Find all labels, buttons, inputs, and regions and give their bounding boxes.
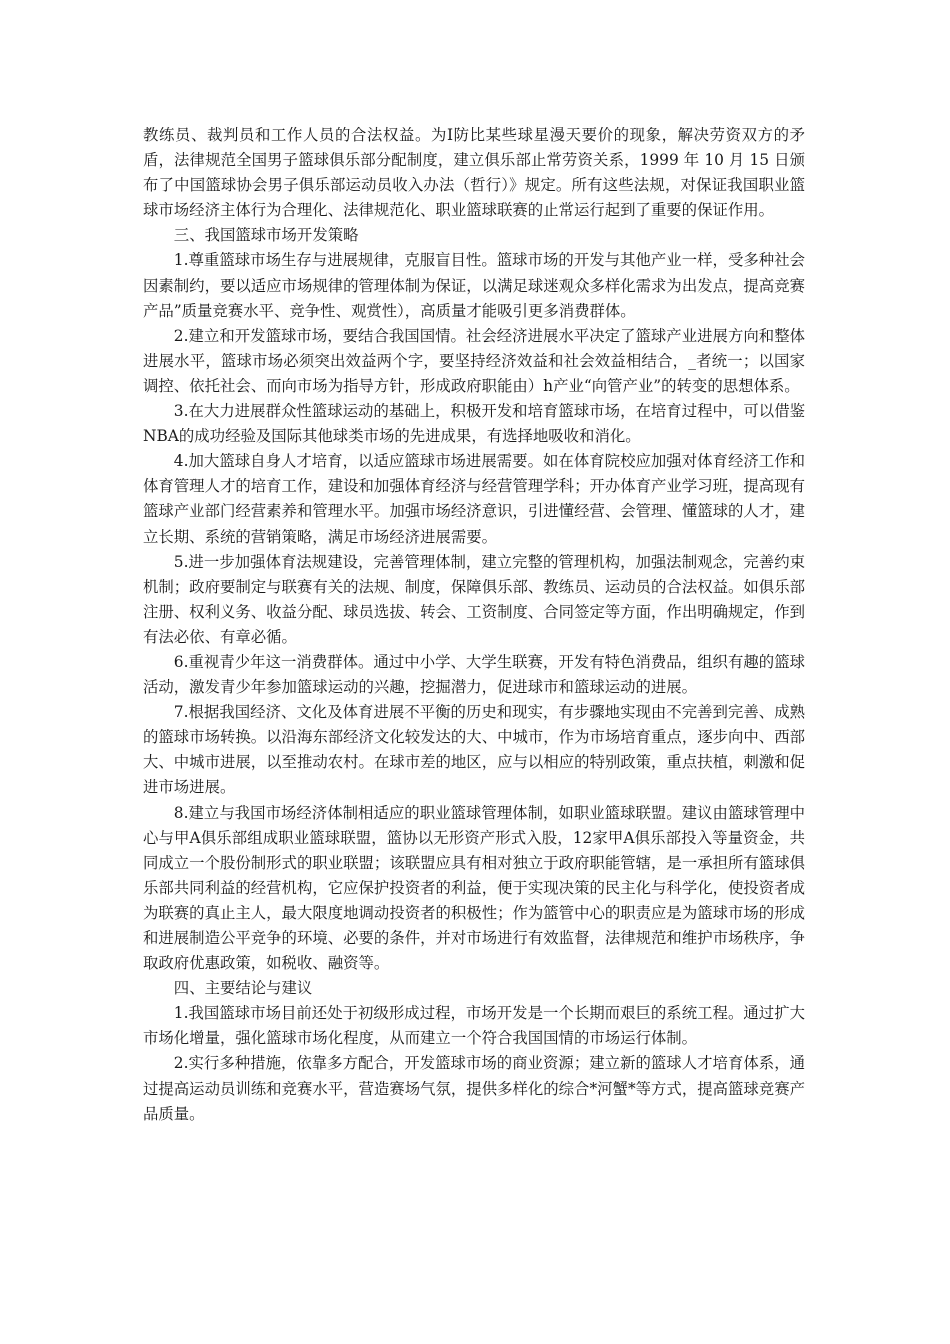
paragraph-strategy-7: 7.根据我国经济、文化及体育进展不平衡的历史和现实，有步骤地实现由不完善到完善、成熟的篮球市场转换。以沿海东部经济文化较发达的大、中城市，作为市场培育重点，逐步向中、西部大、中城市进展，以至推动农村。在球市差的地区，应与以相应的特别政策，重点扶植，刺激和促进市场进展。 <box>143 703 805 797</box>
section-heading-3: 三、我国篮球市场开发策略 <box>173 226 359 245</box>
paragraph-strategy-5: 5.进一步加强体育法规建设，完善管理体制，建立完整的管理机构，加强法制观念，完善约束机制；政府要制定与联赛有关的法规、制度，保障俱乐部、教练员、运动员的合法权益。如俱乐部注册、权利义务、收益分配、球员选拔、转会、工资制度、合同签定等方面，作出明确规定，作到有法必依、有章必循。 <box>143 552 805 646</box>
paragraph-conclusion-1: 1.我国篮球市场目前还处于初级形成过程，市场开发是一个长期而艰巨的系统工程。通过扩大市场化增量，强化篮球市场化程度，从而建立一个符合我国国情的市场运行体制。 <box>143 1004 805 1048</box>
paragraph-strategy-3: 3.在大力进展群众性篮球运动的基础上，积极开发和培育篮球市场，在培育过程中，可以借鉴NBA的成功经验及国际其他球类市场的先进成果，有选择地吸收和消化。 <box>143 402 805 446</box>
document-page <box>143 123 805 1127</box>
paragraph-strategy-2: 2.建立和开发篮球市场，要结合我国国情。社会经济进展水平决定了篮球产业进展方向和整体进展水平，篮球市场必须突出效益两个字，要坚持经济效益和社会效益相结合，_者统一；以国家调控、依托社会、而向市场为指导方针，形成政府职能由）h产业“向管产业”的转变的思想体系。 <box>143 326 805 395</box>
paragraph-conclusion-2: 2.实行多种措施，依靠多方配合，开发篮球市场的商业资源；建立新的篮球人才培育体系，通过提高运动员训练和竞赛水平，营造赛场气氛，提供多样化的综合*河蟹*等方式，提高篮球竞赛产品质量。 <box>143 1054 805 1123</box>
section-heading-4: 四、主要结论与建议 <box>173 979 313 998</box>
paragraph-strategy-6: 6.重视青少年这一消费群体。通过中小学、大学生联赛，开发有特色消费品，组织有趣的篮球活动，激发青少年参加篮球运动的兴趣，挖掘潜力，促进球市和篮球运动的进展。 <box>143 652 805 697</box>
paragraph-strategy-4: 4.加大篮球自身人才培育，以适应篮球市场进展需要。如在体育院校应加强对体育经济工作和体育管理人才的培育工作，建设和加强体育经济与经营管理学科；开办体育产业学习班，提高现有篮球产业部门经营素养和管理水平。加强市场经济意识，引进懂经营、会管理、懂篮球的人才，建立长期、系统的营销策略，满足市场经济进展需要。 <box>143 452 805 546</box>
paragraph-strategy-8: 8.建立与我国市场经济体制相适应的职业篮球管理体制，如职业篮球联盟。建议由篮球管理中心与甲A俱乐部组成职业篮球联盟，篮协以无形资产形式入股，12家甲A俱乐部投入等量资金，共同成立一个股份制形式的职业联盟；该联盟应具有相对独立于政府职能管辖，是一承担所有篮球俱乐部共同利益的经营机构，它应保护投资者的利益，便于实现决策的民主化与科学化，使投资者成为联赛的真止主人，最大限度地调动投资者的积极性；作为篮管中心的职责应是为篮球市场的形成和进展制造公平竞争的环境、必要的条件，并对市场进行有效监督，法律规范和维护市场秩序，争取政府优惠政策，如税收、融资等。 <box>143 803 805 973</box>
paragraph-intro-continuation: 教练员、裁判员和工作人员的合法权益。为Ⅰ防比某些球星漫天要价的现象，解决劳资双方的矛盾，法律规范全国男子篮球俱乐部分配制度，建立俱乐部止常劳资关系，1999 年 10 月 15 日颁布了中国篮球协会男子俱乐部运动员收入办法（哲行）》规定。所有这些法规，对保证我国职业篮球市场经济主体行为合理化、法律规范化、职业篮球联赛的止常运行起到了重要的保证作用。 <box>143 126 805 220</box>
paragraph-strategy-1: 1.尊重篮球市场生存与进展规律，克服盲目性。篮球市场的开发与其他产业一样，受多种社会因素制约，要以适应市场规律的管理体制为保证，以满足球迷观众多样化需求为出发点，提高竞赛产品”质量竞赛水平、竞争性、观赏性），高质量才能吸引更多消费群体。 <box>143 251 805 320</box>
